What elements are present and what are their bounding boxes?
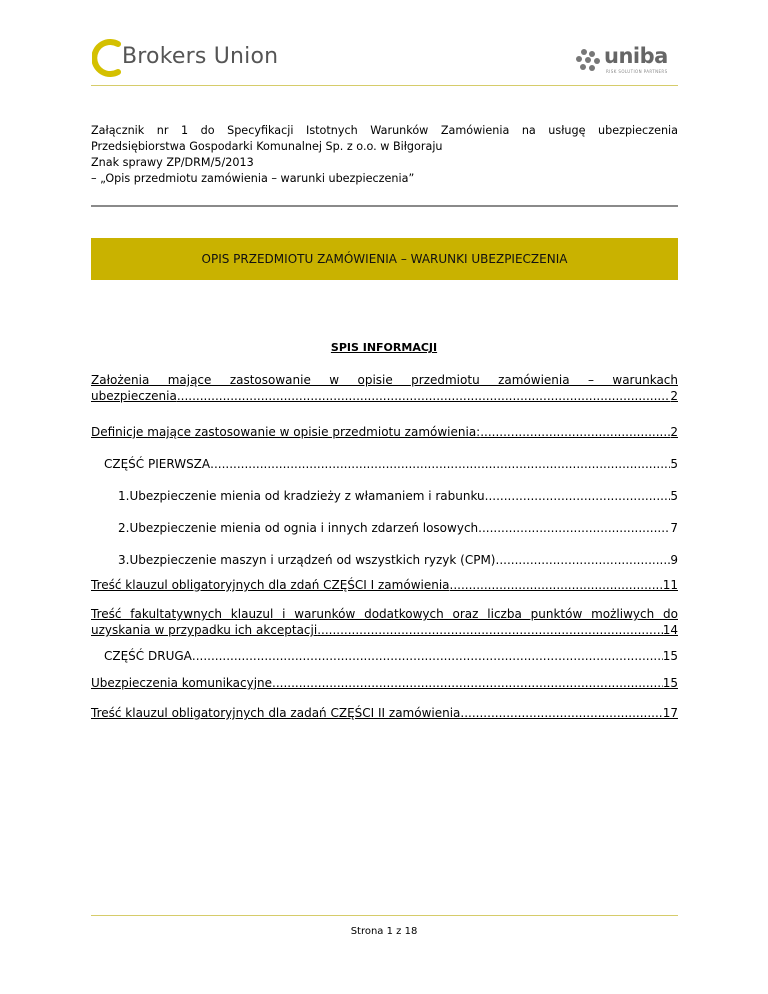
toc-entry-2[interactable] — [118, 520, 678, 536]
intro-line-2: Przedsiębiorstwa Gospodarki Komunalnej Sp. z o.o. w Biłgoraju — [91, 140, 443, 153]
toc-entry-klauzule-fakultatywne[interactable] — [91, 606, 678, 638]
toc-entry-text: Ubezpieczenie maszyn i urządzeń od wszystkich ryzyk (CPM) — [129, 553, 496, 567]
toc-title: SPIS INFORMACJI — [330, 341, 438, 354]
brokers-union-logo-text: Brokers Union — [122, 44, 279, 69]
toc-entry-klauzule-czesc-1[interactable] — [91, 577, 678, 593]
toc-entry-definicje[interactable] — [91, 424, 678, 440]
uniba-logo — [574, 44, 680, 76]
toc-entry-page: 17 — [662, 706, 678, 720]
header-divider — [91, 85, 678, 86]
toc-entry-page: 9 — [670, 553, 678, 567]
document-intro — [91, 123, 678, 187]
uniba-logo-subtext: RISK SOLUTION PARTNERS — [606, 69, 668, 74]
toc-entry-text: Założenia mające zastosowanie w opisie przedmiotu zamówienia – warunkach — [91, 373, 678, 387]
toc-entry-page: 7 — [670, 521, 678, 535]
toc-entry-zalozenia[interactable] — [91, 372, 678, 404]
toc-entry-page: 2 — [670, 389, 678, 403]
toc-entry-komunikacyjne[interactable] — [91, 675, 678, 691]
toc-entry-text: uzyskania w przypadku ich akceptacji — [91, 623, 318, 637]
toc-entry-klauzule-czesc-2[interactable] — [91, 705, 678, 721]
toc-entry-czesc-druga[interactable] — [104, 648, 678, 664]
toc-entry-page: 5 — [670, 457, 678, 471]
toc-entry-page: 14 — [662, 623, 678, 637]
title-banner: OPIS PRZEDMIOTU ZAMÓWIENIA – WARUNKI UBEZPIECZENIA — [91, 238, 678, 280]
toc-entry-1[interactable] — [118, 488, 678, 504]
toc-entry-czesc-pierwsza[interactable] — [104, 456, 678, 472]
toc-entry-number: 3. — [118, 553, 130, 567]
toc-entry-text: Ubezpieczenie mienia od ognia i innych zdarzeń losowych — [129, 521, 479, 535]
intro-line-1: Załącznik nr 1 do Specyfikacji Istotnych Warunków Zamówienia na usługę ubezpieczenia — [91, 124, 678, 137]
toc-entry-text: Treść klauzul obligatoryjnych dla zadań CZĘŚCI II zamówienia — [91, 706, 461, 720]
page-number: Strona 1 z 18 — [350, 926, 418, 937]
toc-entry-page: 15 — [662, 676, 678, 690]
toc-entry-number: 2. — [118, 521, 130, 535]
brokers-union-logo — [92, 38, 282, 78]
toc-entry-number: 1. — [118, 489, 130, 503]
toc-entry-3[interactable] — [118, 552, 678, 568]
toc-entry-text: ubezpieczenia — [91, 389, 177, 403]
brokers-union-ring-icon — [92, 38, 122, 78]
toc-entry-page: 2 — [670, 425, 678, 439]
toc-entry-text: Treść fakultatywnych klauzul i warunków dodatkowych oraz liczba punktów możliwych do — [91, 607, 678, 621]
intro-line-3: Znak sprawy ZP/DRM/5/2013 — [91, 156, 254, 169]
toc-entry-text: Ubezpieczenie mienia od kradzieży z włamaniem i rabunku — [129, 489, 485, 503]
uniba-logo-text: uniba — [604, 44, 668, 68]
intro-line-4: – „Opis przedmiotu zamówienia – warunki ubezpieczenia” — [91, 172, 415, 185]
toc-entry-text: CZĘŚĆ PIERWSZA — [104, 457, 211, 471]
intro-divider — [91, 205, 678, 207]
toc-entry-text: Definicje mające zastosowanie w opisie przedmiotu zamówienia: — [91, 425, 481, 439]
toc-entry-text: Treść klauzul obligatoryjnych dla zdań CZĘŚCI I zamówienia — [91, 578, 450, 592]
toc-entry-text: Ubezpieczenia komunikacyjne — [91, 676, 273, 690]
toc-entry-page: 5 — [670, 489, 678, 503]
toc-entry-page: 11 — [662, 578, 678, 592]
toc-entry-text: CZĘŚĆ DRUGA — [104, 649, 192, 663]
footer-divider — [91, 915, 678, 916]
toc-entry-page: 15 — [662, 649, 678, 663]
uniba-dots-icon — [574, 48, 602, 72]
